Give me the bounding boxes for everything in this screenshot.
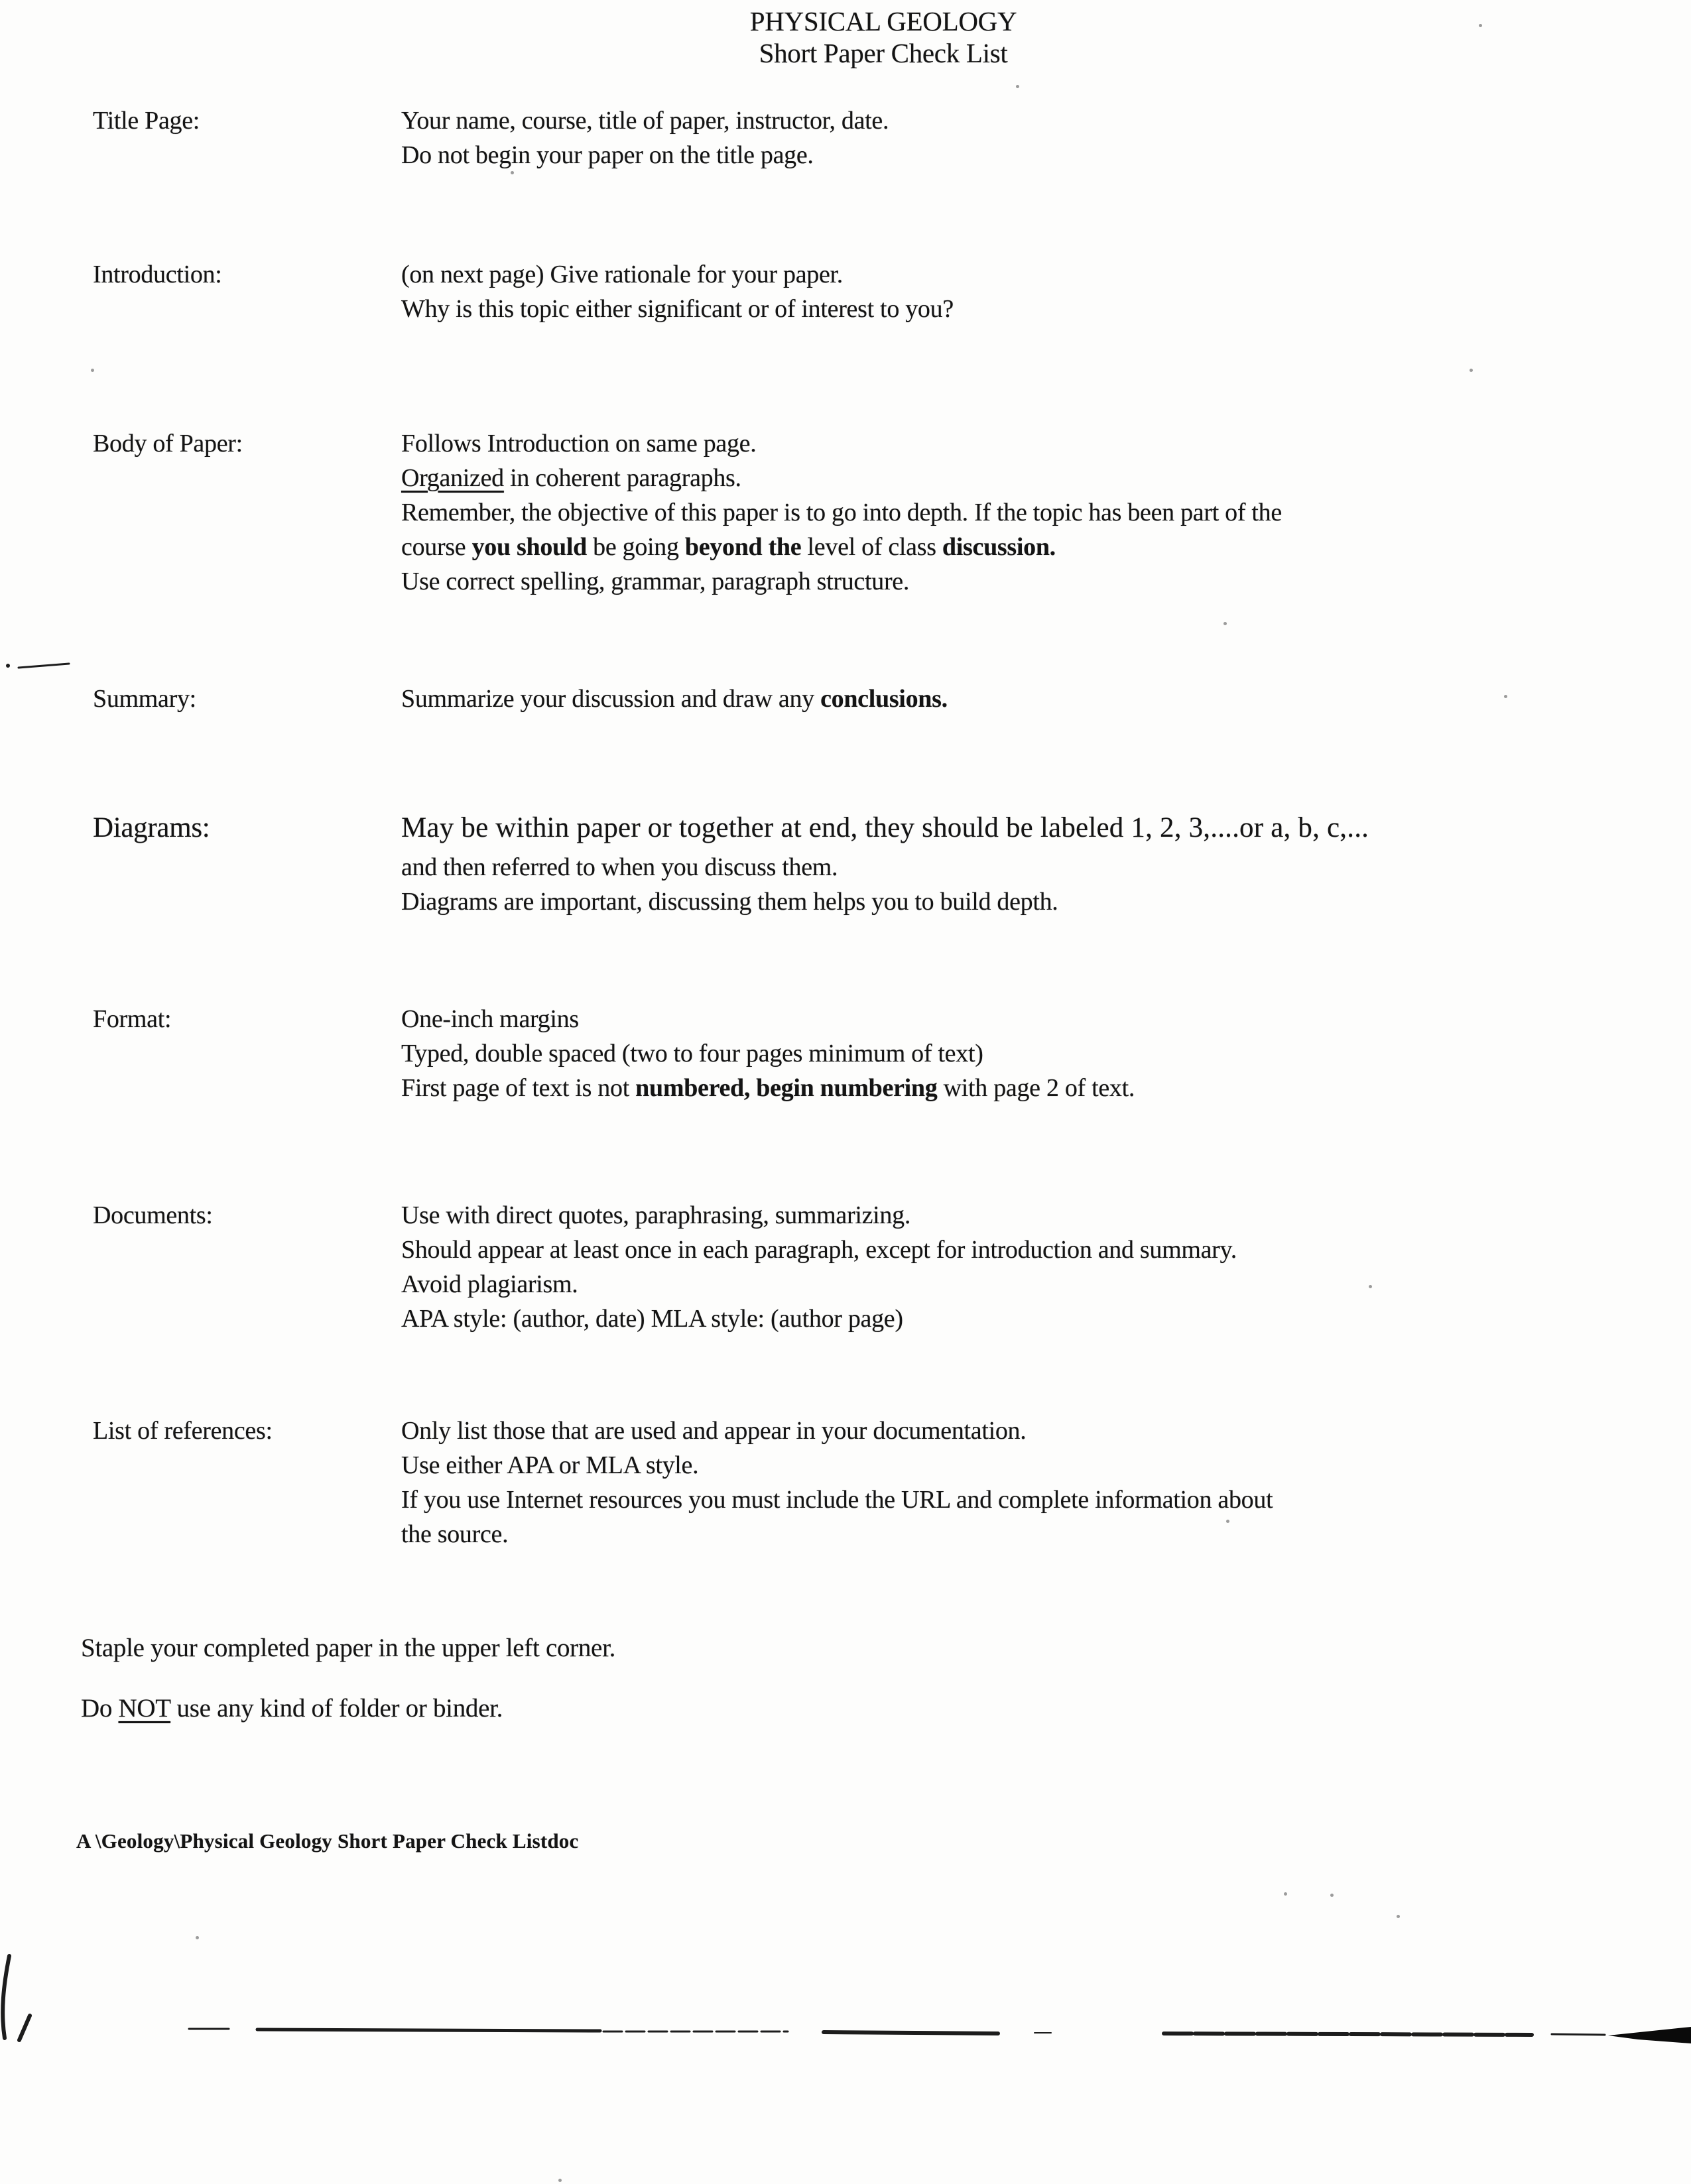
scan-speck [91, 369, 94, 372]
document-subtitle: Short Paper Check List [759, 38, 1008, 68]
section-line [401, 1448, 1638, 1483]
scan-bottom-wedge [1608, 2027, 1691, 2043]
scan-speck [511, 171, 514, 174]
text-run: in coherent paragraphs. [503, 464, 741, 492]
text-run: Organized [401, 464, 504, 492]
text-run: the source. [401, 1520, 509, 1548]
text-run: May be within paper or together at end, they should be labeled 1, 2, 3,....or a, b, c,... [401, 812, 1369, 843]
section-line [401, 103, 1638, 138]
section-line [401, 1483, 1638, 1517]
section-label: List of references: [93, 1417, 273, 1445]
section-label: Format: [93, 1005, 172, 1033]
text-run: Do [81, 1694, 119, 1723]
section-line [401, 530, 1638, 564]
text-run: Remember, the objective of this paper is to go into depth. If the topic has been part of the [401, 499, 1282, 526]
section-line [401, 1233, 1638, 1267]
scan-bottom-line [1164, 2033, 1532, 2035]
scan-bottom-line [257, 2030, 600, 2031]
checklist-section [0, 806, 1691, 919]
text-run: APA style: (author, date) MLA style: (author page) [401, 1305, 903, 1333]
text-run: Typed, double spaced (two to four pages minimum of text) [401, 1040, 983, 1067]
section-label: Summary: [93, 685, 196, 713]
section-line [401, 1036, 1638, 1071]
section-line [401, 1302, 1638, 1336]
section-label: Title Page: [93, 107, 200, 135]
section-line [401, 564, 1638, 599]
document-title: PHYSICAL GEOLOGY [749, 6, 1017, 36]
text-run: course [401, 533, 472, 561]
note-line [81, 1631, 1691, 1666]
text-run: conclusions. [820, 685, 948, 713]
section-description [401, 103, 1638, 172]
scan-speck [1369, 1285, 1372, 1288]
section-line [401, 426, 1638, 461]
section-line [401, 806, 1638, 850]
scan-speck [196, 1936, 199, 1939]
text-run: Should appear at least once in each paragraph, except for introduction and summary. [401, 1236, 1237, 1264]
scan-speck [1330, 1894, 1334, 1897]
scan-speck [1284, 1892, 1287, 1896]
section-description [401, 257, 1638, 326]
checklist-section [0, 103, 1691, 172]
section-description [401, 1414, 1638, 1551]
checklist-section [0, 1198, 1691, 1336]
text-run: Use either APA or MLA style. [401, 1451, 699, 1479]
scan-speck [1226, 1520, 1229, 1523]
text-run: (on next page) Give rationale for your paper. [401, 261, 844, 288]
section-line [401, 461, 1638, 495]
section-line [401, 495, 1638, 530]
text-run: Use with direct quotes, paraphrasing, summarizing. [401, 1201, 911, 1229]
file-path: A \Geology\Physical Geology Short Paper Check Listdoc [76, 1829, 579, 1852]
section-line [401, 292, 1638, 326]
scan-speck [1223, 622, 1227, 625]
checklist-section [0, 1414, 1691, 1551]
checklist-section [0, 257, 1691, 326]
document-header [38, 0, 1691, 69]
text-run: discussion. [942, 533, 1056, 561]
scan-speck [558, 2179, 562, 2182]
text-run: Diagrams are important, discussing them helps you to build depth. [401, 888, 1058, 916]
section-line [401, 257, 1638, 292]
text-run: numbered, begin numbering [635, 1074, 938, 1102]
text-run: you should [471, 533, 587, 561]
text-run: Only list those that are used and appear in your documentation. [401, 1417, 1027, 1445]
section-description [401, 682, 1638, 716]
text-run: If you use Internet resources you must include the URL and complete information about [401, 1486, 1273, 1514]
scan-speck [1397, 1915, 1400, 1918]
section-label: Documents: [93, 1201, 213, 1229]
text-run: level of class [801, 533, 942, 561]
section-line [401, 1002, 1638, 1036]
text-run: use any kind of folder or binder. [170, 1694, 503, 1723]
text-run: Use correct spelling, grammar, paragraph structure. [401, 568, 910, 595]
scan-bottom-line [824, 2032, 998, 2033]
checklist-section [0, 1002, 1691, 1105]
section-label: Diagrams: [93, 812, 210, 843]
scan-slash [19, 2016, 30, 2040]
section-description [401, 806, 1638, 919]
text-run: with page 2 of text. [937, 1074, 1135, 1102]
scan-bottom-line [1552, 2034, 1605, 2035]
text-run: Follows Introduction on same page. [401, 430, 757, 457]
scan-speck [1016, 85, 1019, 88]
section-line [401, 138, 1638, 172]
footer-notes [0, 1631, 1691, 1726]
scan-speck [1504, 695, 1507, 698]
section-line [401, 682, 1638, 716]
section-line [401, 850, 1638, 884]
section-description [401, 1002, 1638, 1105]
section-line [401, 1414, 1638, 1448]
text-run: One-inch margins [401, 1005, 579, 1033]
section-line [401, 1267, 1638, 1302]
text-run: Staple your completed paper in the upper left corner. [81, 1634, 616, 1662]
section-description [401, 1198, 1638, 1336]
text-run: beyond the [684, 533, 802, 561]
section-line [401, 1198, 1638, 1233]
section-label: Introduction: [93, 261, 222, 288]
scan-curve-left-edge [3, 1956, 9, 2038]
section-description [401, 426, 1638, 599]
text-run: Avoid plagiarism. [401, 1270, 578, 1298]
text-run: Your name, course, title of paper, instructor, date. [401, 107, 889, 135]
checklist-sections [0, 103, 1691, 1551]
note-line [81, 1691, 1691, 1726]
text-run: Why is this topic either significant or of interest to you? [401, 295, 954, 323]
section-line [401, 884, 1638, 919]
section-line [401, 1517, 1638, 1551]
section-label: Body of Paper: [93, 430, 243, 457]
checklist-section [0, 426, 1691, 599]
text-run: and then referred to when you discuss them. [401, 853, 838, 881]
scan-speck [1470, 369, 1473, 372]
text-run: NOT [118, 1694, 171, 1723]
text-run: be going [586, 533, 685, 561]
text-run: Summarize your discussion and draw any [401, 685, 821, 713]
checklist-section [0, 682, 1691, 716]
text-run: Do not begin your paper on the title page. [401, 141, 814, 169]
text-run: First page of text is not [401, 1074, 636, 1102]
section-line [401, 1071, 1638, 1105]
